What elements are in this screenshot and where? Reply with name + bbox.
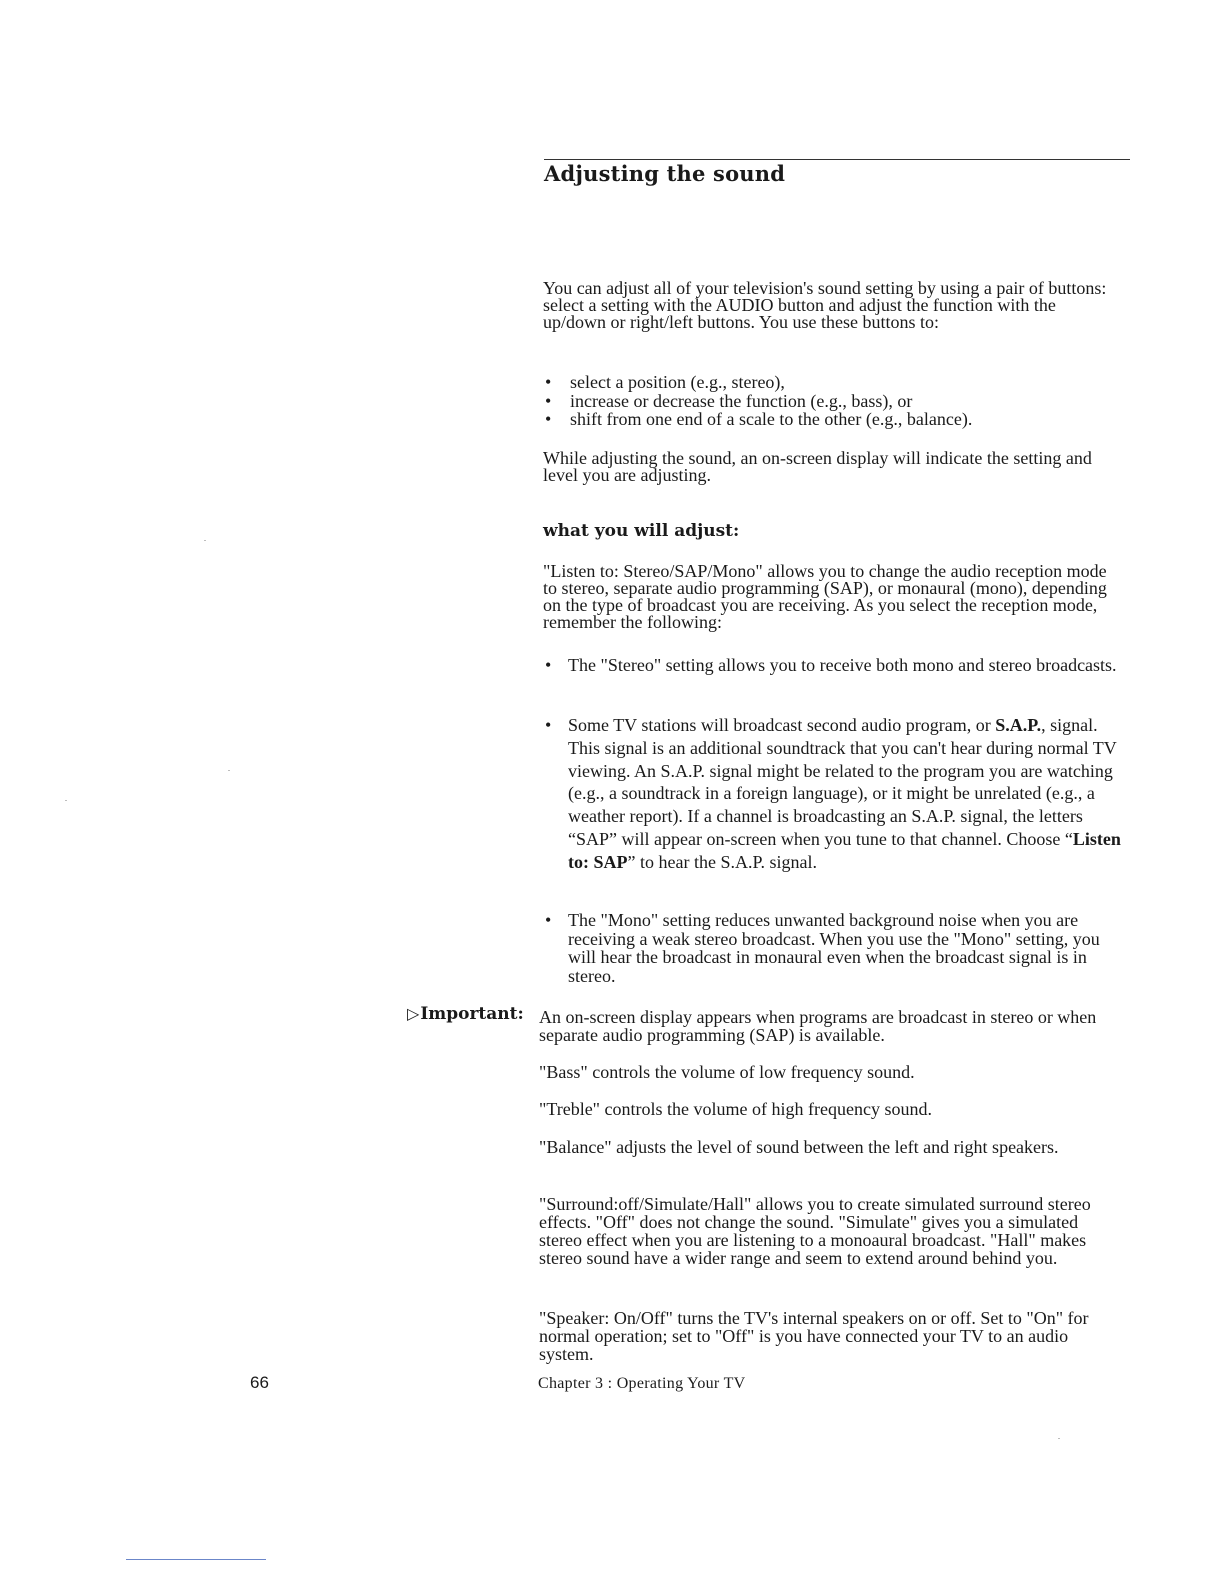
sap-note: • Some TV stations will broadcast second audio program, or S.A.P., signal. This signal is an additional soundtrack that you can't hear during normal TV viewing. An S.A.P. signal might be related to the program you are watching (e.g., a soundtrack in a foreign language), or it might be unrelated (e.g., a weather report). If a channel is broadcasting an S.A.P. signal, the letters “SAP” will appear on-screen when you tune to that channel. Choose “Listen to: SAP” to hear the S.A.P. signal. xyxy=(545,715,1121,872)
bullet-icon: • xyxy=(545,910,552,930)
listen-to-sap-term: Listen to: SAP xyxy=(568,828,1121,872)
triangle-pointer-icon: ▷ xyxy=(407,1004,420,1023)
chapter-footer: Chapter 3 : Operating Your TV xyxy=(538,1375,746,1392)
speaker-paragraph: "Speaker: On/Off" turns the TV's internal speakers on or off. Set to "On" for normal operation; set to "Off" is you have connected your TV to an audio system. xyxy=(539,1308,1089,1364)
intro-paragraph xyxy=(543,280,1123,331)
page-number: 66 xyxy=(250,1373,269,1392)
mono-note: • The "Mono" setting reduces unwanted background noise when you are receiving a weak stereo broadcast. When you use the "Mono" setting, you will hear the broadcast in monaural even when the broadcast signal is in stereo. xyxy=(545,910,1100,986)
bullet-icon: • xyxy=(545,372,552,392)
balance-paragraph: "Balance" adjusts the level of sound between the left and right speakers. xyxy=(539,1137,1059,1157)
listen-to-paragraph: "Listen to: Stereo/SAP/Mono" allows you to change the audio reception mode to stereo, separate audio programming (SAP), or monaural (mono), depending on the type of broadcast you are receiving. As you select the reception mode, remember the following: xyxy=(543,561,1107,632)
list-item: • shift from one end of a scale to the other (e.g., balance). xyxy=(545,409,973,429)
scan-speck xyxy=(228,770,230,771)
important-label: ▷Important: xyxy=(407,1004,524,1024)
bullet-icon: • xyxy=(545,409,552,429)
stereo-note: • The "Stereo" setting allows you to receive both mono and stereo broadcasts. xyxy=(545,655,1117,675)
list-item: • select a position (e.g., stereo), xyxy=(545,372,785,392)
bullet-icon: • xyxy=(545,390,552,411)
list-item: • increase or decrease the function (e.g., bass), or xyxy=(545,390,913,411)
bullet-icon: • xyxy=(545,715,552,735)
page-title: Adjusting the sound xyxy=(544,161,786,186)
treble-paragraph: "Treble" controls the volume of high frequency sound. xyxy=(539,1099,932,1119)
surround-paragraph: "Surround:off/Simulate/Hall" allows you to create simulated surround stereo effects. "Off" does not change the sound. "Simulate" gives you a simulated stereo effect when you are listening to a monoaural broadcast. "Hall" makes stereo sound have a wider range and seem to extend around behind you. xyxy=(539,1194,1091,1268)
bass-paragraph: "Bass" controls the volume of low frequency sound. xyxy=(539,1062,915,1082)
while-adjusting-paragraph: While adjusting the sound, an on-screen display will indicate the setting and level you are adjusting. xyxy=(543,448,1092,485)
intro-text: You can adjust all of your television's sound setting by using a pair of buttons: select a setting with the AUDIO button and adjust the function with the up/down or right/left buttons. You use these buttons to: xyxy=(543,278,1107,332)
scan-speck xyxy=(65,800,67,801)
section-subheading: what you will adjust: xyxy=(543,521,740,541)
scan-edge-line xyxy=(126,1559,266,1560)
bullet-icon: • xyxy=(545,655,552,675)
important-note: An on-screen display appears when programs are broadcast in stereo or when separate audio programming (SAP) is available. xyxy=(539,1007,1097,1045)
button-uses-list xyxy=(543,373,1123,429)
title-rule xyxy=(544,159,1130,160)
scan-speck xyxy=(204,540,206,541)
sap-term: S.A.P. xyxy=(995,715,1042,735)
scan-speck xyxy=(1058,1438,1060,1439)
